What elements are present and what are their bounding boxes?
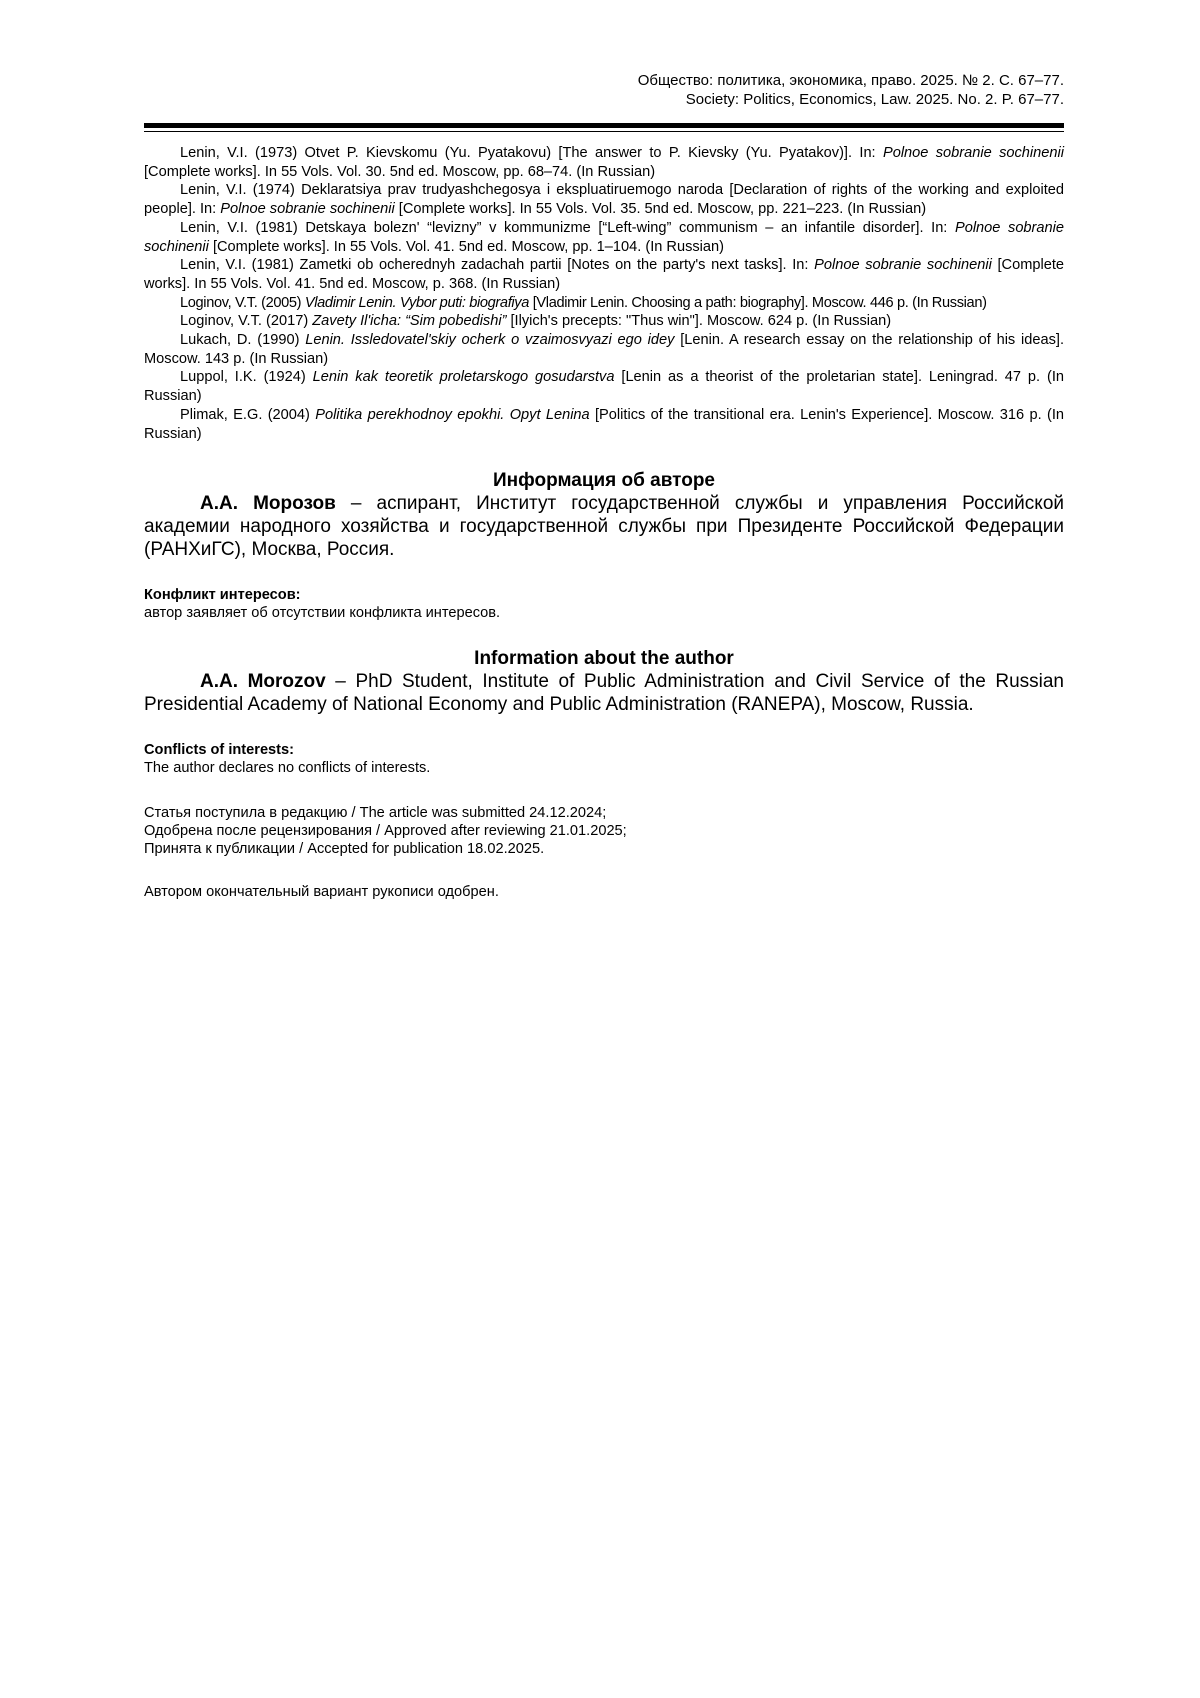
reference-item xyxy=(144,406,1064,443)
author-name-en: A.A. Morozov xyxy=(200,671,326,693)
reference-text: [Lenin as a theorist of the proletarian state]. Leningrad. 47 p. (In Russian) xyxy=(144,369,1065,405)
reference-list xyxy=(144,144,1064,443)
article-history xyxy=(144,804,1064,858)
reference-item xyxy=(144,219,1064,256)
reference-item xyxy=(144,256,1064,293)
header-rule-thin xyxy=(144,131,1064,132)
reference-italic-title: Zavety Il'icha: “Sim pobedishi” xyxy=(312,313,507,330)
history-approved: Одобрена после рецензирования / Approved after reviewing 21.01.2025; xyxy=(144,823,627,840)
reference-text: Detskaya bolezn' “levizny” v kommunizme [“Left-wing” communism – an infantile disorder]. In: xyxy=(305,219,955,236)
final-approval-note: Автором окончательный вариант рукописи одобрен. xyxy=(144,884,499,901)
reference-item xyxy=(144,144,1064,181)
reference-text: [Complete works]. In 55 Vols. Vol. 41. 5nd ed. Moscow, p. 368. (In Russian) xyxy=(144,257,1064,292)
conflict-heading-en: Conflicts of interests: xyxy=(144,742,295,759)
author-info-ru xyxy=(144,492,1064,561)
author-info-title-ru: Информация об авторе xyxy=(492,470,716,492)
conflict-heading-ru: Конфликт интересов: xyxy=(144,587,301,604)
reference-author: Lukach, D. (1990) xyxy=(180,332,306,349)
running-head-en: Society: Politics, Economics, Law. 2025. No. 2. P. 67–77. xyxy=(685,91,1064,108)
author-description-en: – PhD Student, Institute of Public Administration and Civil Service of the Russian Presidential Academy of National Economy and Public Administration (RANEPA), Moscow, Russia. xyxy=(144,671,1064,716)
reference-italic-title: Politika perekhodnoy epokhi. Opyt Lenina xyxy=(315,406,590,423)
author-info-title-en: Information about the author xyxy=(474,648,734,670)
reference-author: Lenin, V.I. (1974) xyxy=(180,182,302,199)
running-head-ru: Общество: политика, экономика, право. 2025. № 2. С. 67–77. xyxy=(637,72,1064,89)
reference-italic-title: Polnoe sobranie sochinenii xyxy=(814,257,992,274)
reference-text: Zametki ob ocherednyh zadachah partii [Notes on the party's next tasks]. In: xyxy=(299,257,815,274)
page-content xyxy=(144,144,1064,901)
reference-item xyxy=(144,312,1064,331)
reference-text: [Lenin. A research essay on the relationship of his ideas]. Moscow. 143 p. (In Russian) xyxy=(144,332,1065,367)
running-head xyxy=(638,71,1064,109)
reference-author: Plimak, E.G. (2004) xyxy=(180,406,316,423)
reference-author: Luppol, I.K. (1924) xyxy=(180,369,313,386)
reference-author: Loginov, V.T. (2005) xyxy=(180,294,305,311)
reference-text: [Complete works]. In 55 Vols. Vol. 30. 5nd ed. Moscow, pp. 68–74. (In Russian) xyxy=(144,163,656,180)
reference-item xyxy=(144,294,1064,313)
reference-italic-title: Polnoe sobranie sochinenii xyxy=(220,201,395,218)
author-info-en xyxy=(144,670,1064,716)
reference-author: Lenin, V.I. (1973) xyxy=(180,145,305,161)
reference-italic-title: Polnoe sobranie sochinenii xyxy=(144,219,1064,255)
reference-item xyxy=(144,368,1064,405)
reference-text: [Ilyich's precepts: "Thus win"]. Moscow. 624 p. (In Russian) xyxy=(506,313,892,330)
reference-text: Otvet P. Kievskomu (Yu. Pyatakovu) [The answer to P. Kievsky (Yu. Pyatakov)]. In: xyxy=(304,145,883,161)
conflict-of-interest-en xyxy=(144,741,1064,777)
history-submitted: Статья поступила в редакцию / The article was submitted 24.12.2024; xyxy=(144,805,607,822)
conflict-text-ru: автор заявляет об отсутствии конфликта интересов. xyxy=(144,605,501,622)
reference-author: Lenin, V.I. (1981) xyxy=(180,257,300,274)
author-name-ru: А.А. Морозов xyxy=(200,493,336,515)
reference-text: [Complete works]. In 55 Vols. Vol. 41. 5nd ed. Moscow, pp. 1–104. (In Russian) xyxy=(208,238,725,255)
reference-item xyxy=(144,331,1064,368)
reference-text: Deklaratsiya prav trudyashchegosya i ekspluatiruemogo naroda [Declaration of rights of the working and exploited people]. In: xyxy=(144,182,1065,218)
history-accepted: Принята к публикации / Accepted for publication 18.02.2025. xyxy=(144,841,545,858)
reference-author: Loginov, V.T. (2017) xyxy=(180,313,313,330)
conflict-text-en: The author declares no conflicts of interests. xyxy=(144,760,431,777)
reference-italic-title: Lenin kak teoretik proletarskogo gosudarstva xyxy=(312,369,615,386)
reference-text: [Politics of the transitional era. Lenin's Experience]. Moscow. 316 p. (In Russian) xyxy=(144,406,1064,442)
reference-italic-title: Vladimir Lenin. Vybor puti: biografiya xyxy=(304,294,530,311)
header-rule-thick xyxy=(144,123,1064,128)
reference-author: Lenin, V.I. (1981) xyxy=(180,219,306,236)
reference-italic-title: Polnoe sobranie sochinenii xyxy=(882,145,1064,161)
author-description-ru: – аспирант, Институт государственной службы и управления Российской академии народного хозяйства и государственной службы при Президенте Российской Федерации (РАНХиГС), Москва, Россия. xyxy=(144,493,1064,561)
reference-text: [Vladimir Lenin. Choosing a path: biography]. Moscow. 446 p. (In Russian) xyxy=(529,294,987,311)
conflict-of-interest-ru xyxy=(144,586,1064,622)
reference-italic-title: Lenin. Issledovatel'skiy ocherk o vzaimosvyazi ego idey xyxy=(305,332,675,349)
reference-text: [Complete works]. In 55 Vols. Vol. 35. 5nd ed. Moscow, pp. 221–223. (In Russian) xyxy=(394,201,927,218)
reference-item xyxy=(144,181,1064,218)
